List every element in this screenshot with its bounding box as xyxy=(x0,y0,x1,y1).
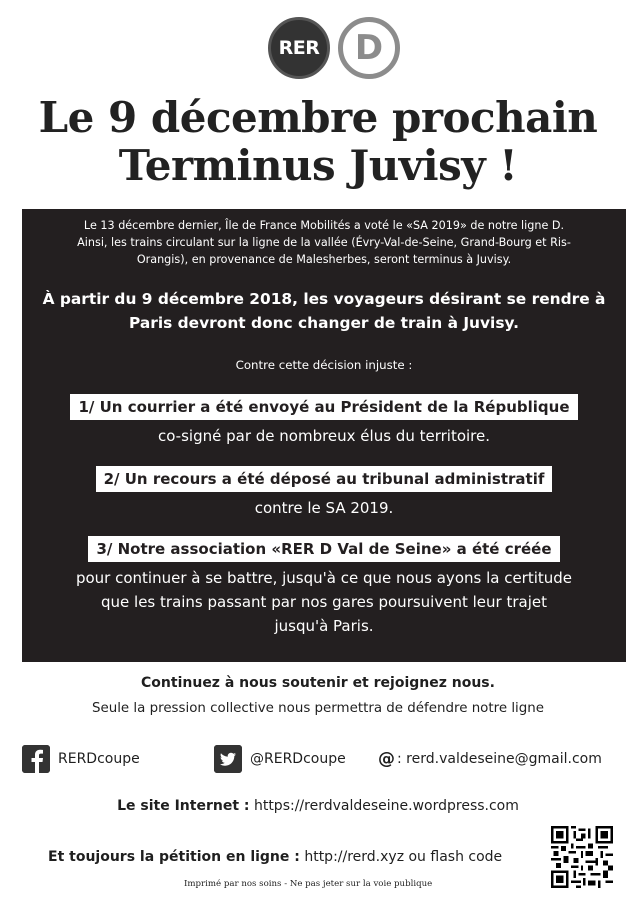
footer-note: Imprimé par nos soins - Ne pas jeter sur la voie publique xyxy=(184,879,433,889)
page-title xyxy=(0,94,636,190)
twitter-label: @RERDcoupe xyxy=(250,751,346,767)
lead-text xyxy=(32,287,616,335)
point-2-highlight: 2/ Un recours a été déposé au tribunal administratif xyxy=(96,466,553,492)
point-1 xyxy=(22,394,626,448)
rer-logo-circle: RER xyxy=(268,17,330,79)
at-icon: @ xyxy=(378,749,395,769)
facebook-label: RERDcoupe xyxy=(58,751,140,767)
title-line-2: Terminus Juvisy ! xyxy=(118,141,518,190)
email-link[interactable] xyxy=(378,744,602,774)
twitter-icon xyxy=(214,745,242,773)
point-3-line-1: pour continuer à se battre, jusqu'à ce que nous ayons la certitude xyxy=(75,569,573,587)
email-label: : rerd.valdeseine@gmail.com xyxy=(397,751,602,767)
point-1-line-1: co-signé par de nombreux élus du territoire. xyxy=(157,427,490,445)
facebook-icon xyxy=(22,745,50,773)
website-url[interactable]: https://rerdvaldeseine.wordpress.com xyxy=(249,798,519,814)
intro-line-1: Le 13 décembre dernier, Île de France Mobilités a voté le «SA 2019» de notre ligne D. xyxy=(83,219,565,232)
line-d-logo-circle: D xyxy=(338,17,400,79)
against-text: Contre cette décision injuste : xyxy=(235,358,413,372)
point-3-highlight: 3/ Notre association «RER D Val de Seine» a été créée xyxy=(88,536,559,562)
website-line xyxy=(0,798,636,814)
twitter-link[interactable] xyxy=(214,744,346,774)
intro-text xyxy=(32,217,616,268)
intro-line-3: Orangis), en provenance de Malesherbes, seront terminus à Juvisy. xyxy=(136,253,512,266)
lead-line-1: À partir du 9 décembre 2018, les voyageurs désirant se rendre à xyxy=(42,290,606,308)
point-3-line-3: jusqu'à Paris. xyxy=(274,617,374,635)
petition-label: Et toujours la pétition en ligne : xyxy=(48,849,300,865)
point-1-highlight: 1/ Un courrier a été envoyé au Président de la République xyxy=(70,394,577,420)
call-to-action-sub: Seule la pression collective nous permettra de défendre notre ligne xyxy=(91,701,544,716)
point-2 xyxy=(22,466,626,520)
intro-line-2: Ainsi, les trains circulant sur la ligne de la vallée (Évry-Val-de-Seine, Grand-Bourg et Ris- xyxy=(77,236,571,249)
petition-link[interactable]: http://rerd.xyz ou flash code xyxy=(299,849,503,865)
facebook-link[interactable] xyxy=(22,744,140,774)
call-to-action: Continuez à nous soutenir et rejoignez nous. xyxy=(141,675,495,691)
qr-code-icon[interactable] xyxy=(551,826,613,888)
website-label: Le site Internet : xyxy=(117,798,250,814)
info-box xyxy=(22,209,626,662)
point-3 xyxy=(22,536,626,638)
rer-d-logo xyxy=(268,17,402,81)
title-line-1: Le 9 décembre prochain xyxy=(38,93,598,142)
lead-line-2: Paris devront donc changer de train à Juvisy. xyxy=(129,314,519,332)
point-3-line-2: que les trains passant par nos gares poursuivent leur trajet xyxy=(101,593,547,611)
petition-line xyxy=(48,849,502,865)
point-2-line-1: contre le SA 2019. xyxy=(254,499,394,517)
